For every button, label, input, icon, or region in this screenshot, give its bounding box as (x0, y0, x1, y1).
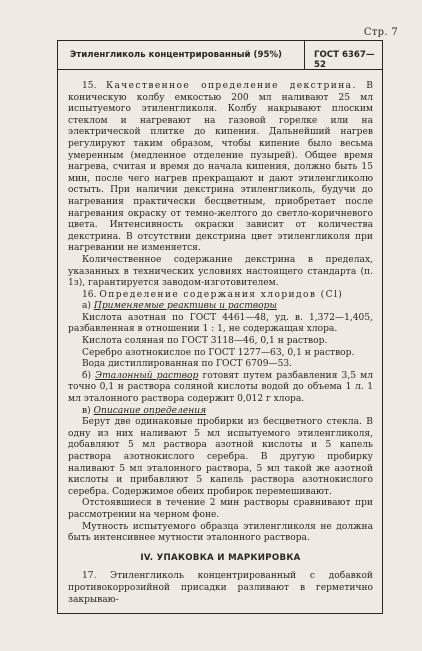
procedure-text: Берут две одинаковые пробирки из бесцветного стекла. В одну из них наливают 5 мл испытуемого этиленгликоля, добавляют 5 мл раствора азотной кислоты и 5 капель раствора азотнокислого серебра. В другую пробирку наливают 5 мл эталонного раствора, 5 мл такой же азотной кислоты и прибавляют 5 капель раствора азотнокислого серебра. Содержимое обеих пробирок перемешивают. (68, 417, 373, 497)
section-16-heading: Определение содержания хлоридов (Cl) (99, 289, 344, 300)
reagent-distilled-water: Вода дистиллированная по ГОСТ 6709—53. (82, 359, 293, 370)
document-body (58, 81, 382, 606)
procedure-text-2: Отстоявшиеся в течение 2 мин растворы сравнивают при рассмотрении на черном фоне. (68, 498, 373, 520)
section-4-heading: IV. УПАКОВКА И МАРКИРОВКА (140, 552, 301, 563)
header-title: Этиленгликоль концентрированный (95%) (70, 50, 282, 60)
subsection-c-title: Описание определения (93, 405, 207, 416)
reagent-hydrochloric-acid: Кислота соляная по ГОСТ 3118—46, 0,1 н раствор. (82, 336, 328, 347)
subsection-b-label: б) (82, 370, 92, 381)
subsection-c (68, 406, 373, 418)
header-divider (304, 41, 305, 69)
page-frame (57, 40, 383, 614)
subsection-a (68, 301, 373, 313)
section-16-heading-line (68, 290, 373, 302)
document-header (58, 41, 382, 70)
reagent-silver-nitrate: Серебро азотнокислое по ГОСТ 1277—63, 0,1 н раствор. (82, 347, 355, 358)
reagent-nitric-acid: Кислота азотная по ГОСТ 4461—48, уд. в. 1,372—1,405, разбавленная в отношении 1 : 1, не содержащая хлора. (68, 312, 373, 335)
section-15-heading: Качественное определение декстрина. (105, 81, 357, 91)
section-17-text: 17. Этиленгликоль концентрированный с добавкой противокоррозийной присадки разливают в герметично закрываю- (68, 571, 373, 605)
page-number: Стр. 7 (363, 27, 398, 38)
subsection-b (68, 371, 373, 406)
section-15-paragraph (68, 81, 373, 255)
section-15-number: 15. (82, 81, 97, 91)
subsection-a-title: Применяемые реактивы и растворы (93, 301, 277, 312)
section-16-number: 16. (82, 289, 97, 300)
subsection-c-label: в) (82, 405, 91, 416)
header-gost-number: ГОСТ 6367—52 (314, 50, 375, 70)
subsection-a-label: а) (82, 301, 91, 312)
procedure-text-3: Мутность испытуемого образца этиленгликоля не должна быть интенсивнее мутности эталонного раствора. (68, 521, 373, 544)
section-15-text-2: Количественное содержание декстрина в пределах, указанных в технических условиях настоящего стандарта (п. 1з), гарантируется заводом-изготовителем. (68, 254, 373, 289)
subsection-b-title: Эталонный раствор (95, 370, 199, 381)
section-15-text: В коническую колбу емкостью 200 мл наливают 25 мл испытуемого этиленгликоля. Колбу накрывают плоским стеклом и нагревают на газовой горелке или на электрической плитке до кипения. Дальнейший нагрев регулируют таким образом, чтобы кипение было весьма умеренным (медленное отделение пузырей). Общее время нагрева, считая и время до начала кипения, должно быть 15 мин, после чего нагрев прекращают и дают этиленгликолю остыть. При наличии декстрина этиленгликоль, будучи до нагревания практически бесцветным, приобретает после нагревания окраску от темно-желтого до светло-коричневого цвета. Интенсивность окраски зависит от количества декстрина. В отсутствии декстрина цвет этиленгликоля при нагревании не изменяется. (68, 81, 373, 254)
subsection-b-text: готовят путем разбавления 3,5 мл точно 0,1 н раствора соляной кислоты водой до объема 1 л. 1 мл эталонного раствора содержит 0,012 г хлора. (68, 370, 373, 405)
